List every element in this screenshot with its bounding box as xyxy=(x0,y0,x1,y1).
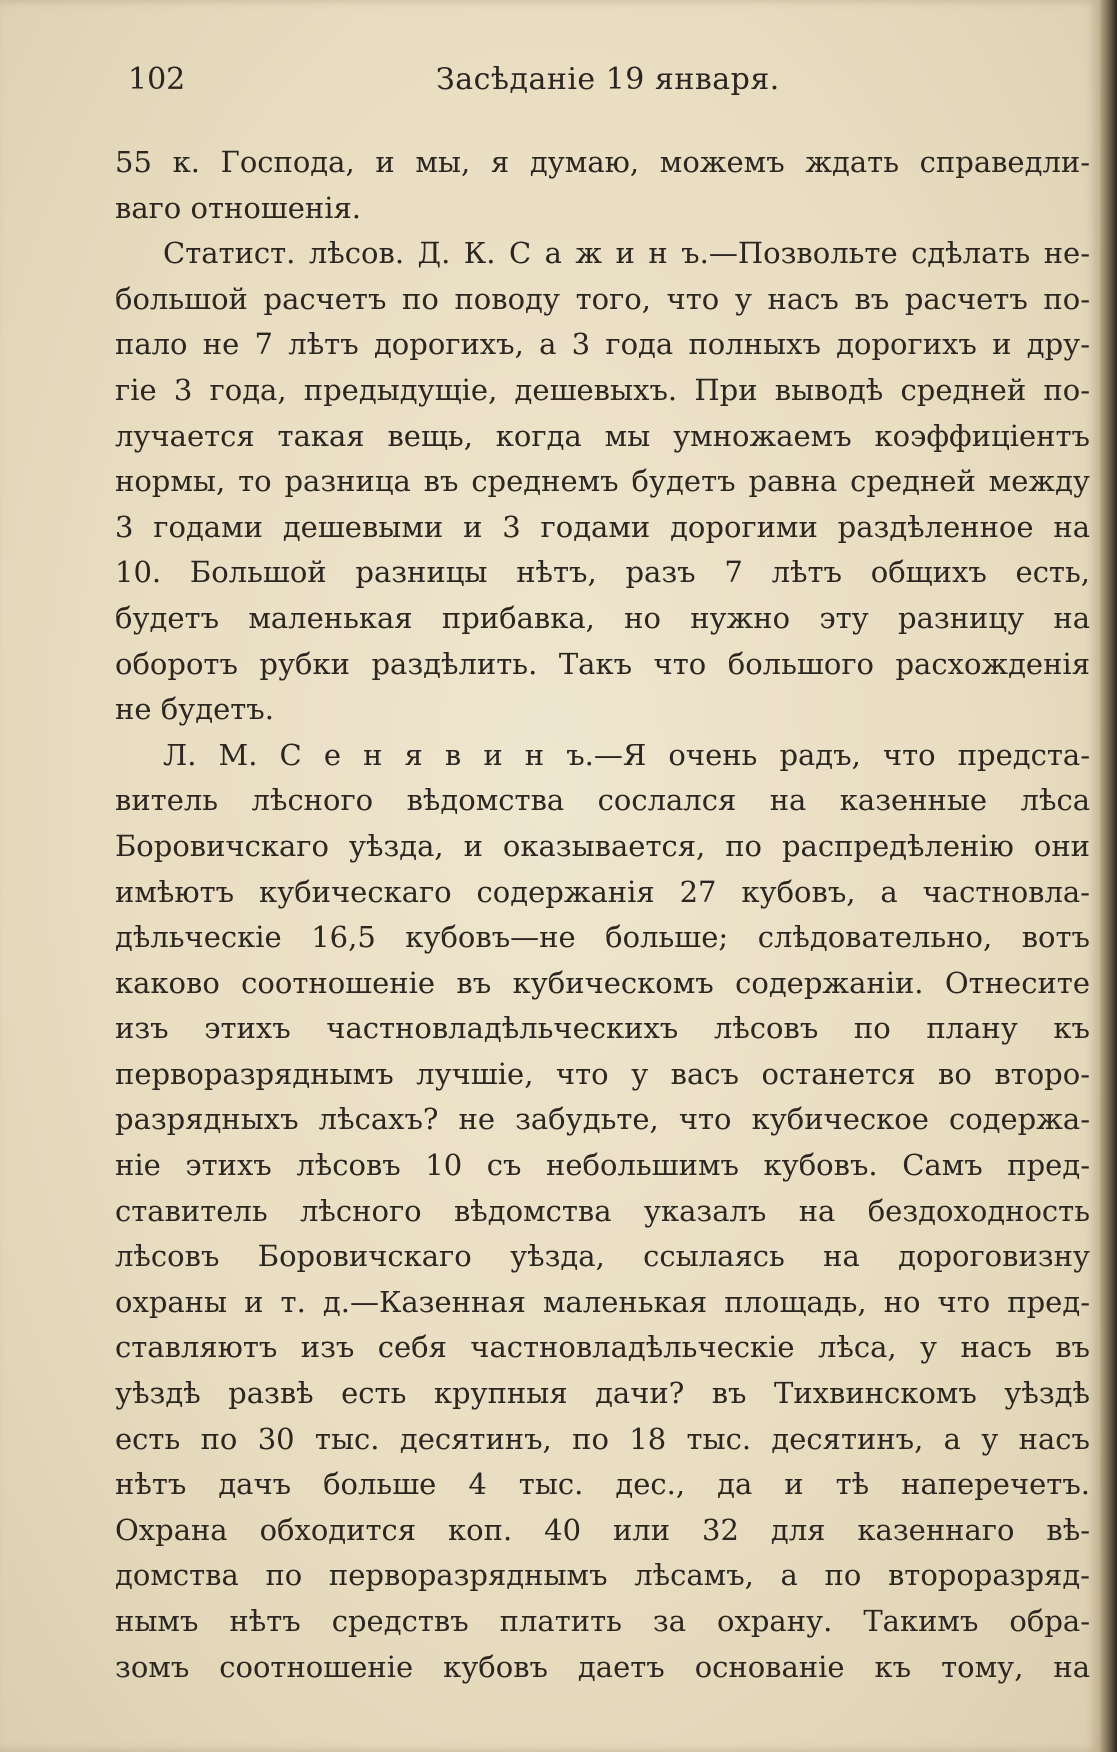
text-line: изъ этихъ частновладѣльческихъ лѣсовъ по плану къ xyxy=(115,1011,1090,1046)
text-line: ніе этихъ лѣсовъ 10 съ небольшимъ кубовъ. Самъ пред- xyxy=(115,1148,1090,1183)
text-line: уѣздѣ развѣ есть крупныя дачи? въ Тихвинскомъ уѣздѣ xyxy=(115,1376,1090,1411)
text-line: оборотъ рубки раздѣлить. Такъ что большого расхожденія xyxy=(115,646,1090,681)
page-header xyxy=(128,62,1078,112)
text-line: большой расчетъ по поводу того, что у насъ въ расчетъ по- xyxy=(115,281,1090,316)
text-line: 55 к. Господа, и мы, я думаю, можемъ ждать справедли- xyxy=(115,145,1090,179)
text-line: зомъ соотношеніе кубовъ даетъ основаніе къ тому, на xyxy=(115,1649,1090,1684)
speech-start-line: Статист. лѣсов. Д. К. С а ж и н ъ.—Позвольте сдѣлать не- xyxy=(163,236,1090,271)
text-line: 3 годами дешевыми и 3 годами дорогими раздѣленное на xyxy=(115,509,1090,544)
text-line: лѣсовъ Боровичскаго уѣзда, ссылаясь на дороговизну xyxy=(115,1239,1090,1274)
text-line: Боровичскаго уѣзда, и оказывается, по распредѣленію они xyxy=(115,828,1090,863)
text-line: ставитель лѣсного вѣдомства указалъ на бездоходность xyxy=(115,1193,1090,1228)
text-line: 10. Большой разницы нѣтъ, разъ 7 лѣтъ общихъ есть, xyxy=(115,555,1090,590)
text-line: Охрана обходится коп. 40 или 32 для казеннаго вѣ- xyxy=(115,1512,1090,1547)
text-line: будетъ маленькая прибавка, но нужно эту разницу на xyxy=(115,600,1090,635)
running-title: Засѣданіе 19 января. xyxy=(436,62,780,97)
speech-start-line: Л. М. С е н я в и н ъ.—Я очень радъ, что предста- xyxy=(163,737,1090,772)
text-line: каково соотношеніе въ кубическомъ содержаніи. Отнесите xyxy=(115,965,1090,1000)
text-line: дѣльческіе 16,5 кубовъ—не больше; слѣдовательно, вотъ xyxy=(115,920,1090,955)
text-line: гіе 3 года, предыдущіе, дешевыхъ. При выводѣ средней по- xyxy=(115,372,1090,407)
text-line: нормы, то разница въ среднемъ будетъ равна средней между xyxy=(115,464,1090,499)
text-line: пало не 7 лѣтъ дорогихъ, а 3 года полныхъ дорогихъ и дру- xyxy=(115,327,1090,362)
text-line: домства по перворазряднымъ лѣсамъ, а по второразряд- xyxy=(115,1558,1090,1593)
text-line: перворазряднымъ лучшіе, что у васъ останется во второ- xyxy=(115,1056,1090,1091)
text-line: витель лѣсного вѣдомства сослался на казенные лѣса xyxy=(115,783,1090,818)
text-line: нѣтъ дачъ больше 4 тыс. дес., да и тѣ наперечетъ. xyxy=(115,1467,1090,1502)
text-line: нымъ нѣтъ средствъ платить за охрану. Такимъ обра- xyxy=(115,1604,1090,1638)
text-line: охраны и т. д.—Казенная маленькая площадь, но что пред- xyxy=(115,1284,1090,1319)
text-line: есть по 30 тыс. десятинъ, по 18 тыс. десятинъ, а у насъ xyxy=(115,1421,1090,1456)
page-edge-shadow xyxy=(1100,0,1117,1752)
text-line: ставляютъ изъ себя частновладѣльческіе лѣса, у насъ въ xyxy=(115,1330,1090,1365)
page-number: 102 xyxy=(128,62,186,97)
text-body xyxy=(115,140,1090,1690)
text-line: ваго отношенія. xyxy=(115,190,362,225)
text-line: лучается такая вещь, когда мы умножаемъ коэффиціентъ xyxy=(115,418,1090,453)
text-line: имѣютъ кубическаго содержанія 27 кубовъ, а частновла- xyxy=(115,874,1090,909)
text-line: разрядныхъ лѣсахъ? не забудьте, что кубическое содержа- xyxy=(115,1102,1090,1137)
text-line: не будетъ. xyxy=(115,692,274,727)
